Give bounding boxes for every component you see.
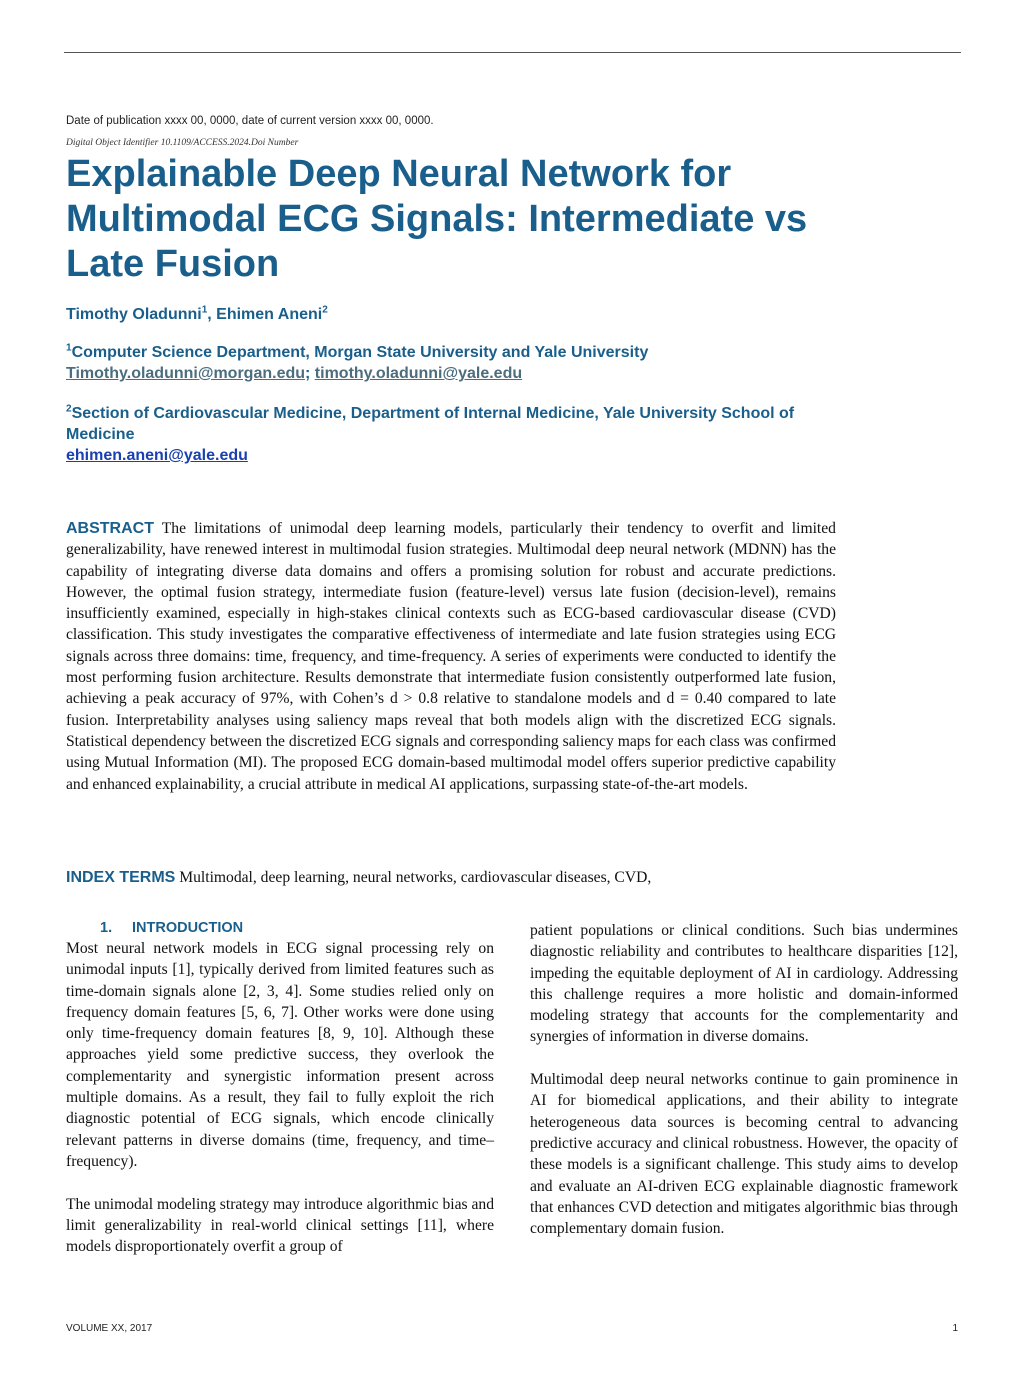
index-terms-text: Multimodal, deep learning, neural networks, cardiovascular diseases, CVD,	[179, 869, 652, 886]
author-affiliation-marker: 1	[201, 304, 208, 316]
paragraph: Multimodal deep neural networks continue to gain prominence in AI for biomedical applications, and their ability to integrate heterogeneous data sources is becoming central to advancing predictive accuracy and clinical robustness. However, the opacity of these models is a significant challenge. This study aims to develop and evaluate an AI-driven ECG explainable diagnostic framework that enhances CVD detection and mitigates algorithmic bias through complementary domain fusion.	[530, 1071, 958, 1238]
section-title: INTRODUCTION	[132, 920, 244, 936]
abstract-text: The limitations of unimodal deep learning models, particularly their tendency to overfit and limited generalizability, have renewed interest in multimodal fusion strategies. Multimodal deep neural network (MDNN) has the capability of integrating diverse data domains and offers a promising solution for robust and accurate predictions. However, the optimal fusion strategy, intermediate fusion (feature-level) versus late fusion (decision-level), remains insufficiently examined, especially in high-stakes clinical contexts such as ECG-based cardiovascular disease (CVD) classification. This study investigates the comparative effectiveness of intermediate and late fusion strategies using ECG signals across three domains: time, frequency, and time-frequency. A series of experiments were conducted to identify the most performing fusion architecture. Results demonstrate that intermediate fusion consistently outperformed late fusion, achieving a peak accuracy of 97%, with Cohen’s d > 0.8 relative to standalone models and d = 0.40 compared to late fusion. Interpretability analyses using saliency maps reveal that both models align with the discretized ECG signals. Statistical dependency between the discretized ECG signals and corresponding saliency maps for each class was confirmed using Mutual Information (MI). The proposed ECG domain-based multimodal model offers superior predictive capability and enhanced explainability, a crucial attribute in medical AI applications, surpassing state-of-the-art models.	[66, 520, 836, 793]
paper-title: Explainable Deep Neural Network for Multimodal ECG Signals: Intermediate vs Late Fusion	[66, 153, 808, 285]
left-column	[66, 919, 494, 1257]
paragraph: The unimodal modeling strategy may introduce algorithmic bias and limit generalizability in real-world clinical settings [11], where models disproportionately overfit a group of	[66, 1195, 494, 1256]
affiliation-text: Section of Cardiovascular Medicine, Department of Internal Medicine, Yale University School of Medicine	[66, 405, 795, 443]
affiliation-1	[66, 342, 866, 384]
affiliation-text: Computer Science Department, Morgan State University and Yale University	[71, 344, 649, 361]
paragraph: Most neural network models in ECG signal processing rely on unimodal inputs [1], typically derived from limited features such as time-domain signals alone [2, 3, 4]. Some studies relied only on frequency domain features [5, 6, 7]. Other works were done using only time-frequency domain features [8, 9, 10]. Although these approaches yield some predictive success, they overlook the complementarity and synergistic information present across multiple domains. As a result, they fail to fully exploit the rich diagnostic potential of ECG signals, which encode clinically relevant patterns in diverse domains (time, frequency, and time–frequency).	[66, 940, 494, 1170]
section-number: 1.	[100, 920, 113, 936]
email-separator: ;	[305, 365, 315, 382]
author-list	[66, 306, 328, 324]
affiliation-marker: 1	[66, 342, 72, 354]
page-number: 1	[952, 1323, 958, 1334]
publication-date: Date of publication xxxx 00, 0000, date of current version xxxx 00, 0000.	[66, 115, 434, 127]
affiliation-marker: 2	[66, 403, 72, 415]
author-name: Timothy Oladunni	[66, 306, 202, 323]
right-column	[530, 920, 958, 1239]
author-name: Ehimen Aneni	[216, 306, 323, 323]
abstract-label: ABSTRACT	[66, 520, 154, 537]
doi-line: Digital Object Identifier 10.1109/ACCESS.2024.Doi Number	[66, 138, 299, 148]
affiliation-2	[66, 403, 866, 466]
email-link[interactable]: Timothy.oladunni@morgan.edu	[66, 365, 306, 382]
index-terms	[66, 869, 651, 887]
author-separator: ,	[207, 306, 217, 323]
paragraph: patient populations or clinical conditions. Such bias undermines diagnostic reliability and contributes to healthcare disparities [12], impeding the equitable deployment of AI in cardiology. Addressing this challenge requires a more holistic and domain-informed modeling strategy that accounts for the complementarity and synergies of information in diverse domains.	[530, 922, 958, 1046]
footer-volume: VOLUME XX, 2017	[66, 1323, 153, 1334]
abstract	[66, 518, 836, 795]
email-link[interactable]: timothy.oladunni@yale.edu	[314, 365, 523, 382]
email-link[interactable]: ehimen.aneni@yale.edu	[66, 447, 248, 464]
index-terms-label: INDEX TERMS	[66, 869, 176, 886]
section-heading	[66, 919, 494, 938]
author-affiliation-marker: 2	[322, 304, 328, 316]
top-rule	[64, 52, 961, 53]
